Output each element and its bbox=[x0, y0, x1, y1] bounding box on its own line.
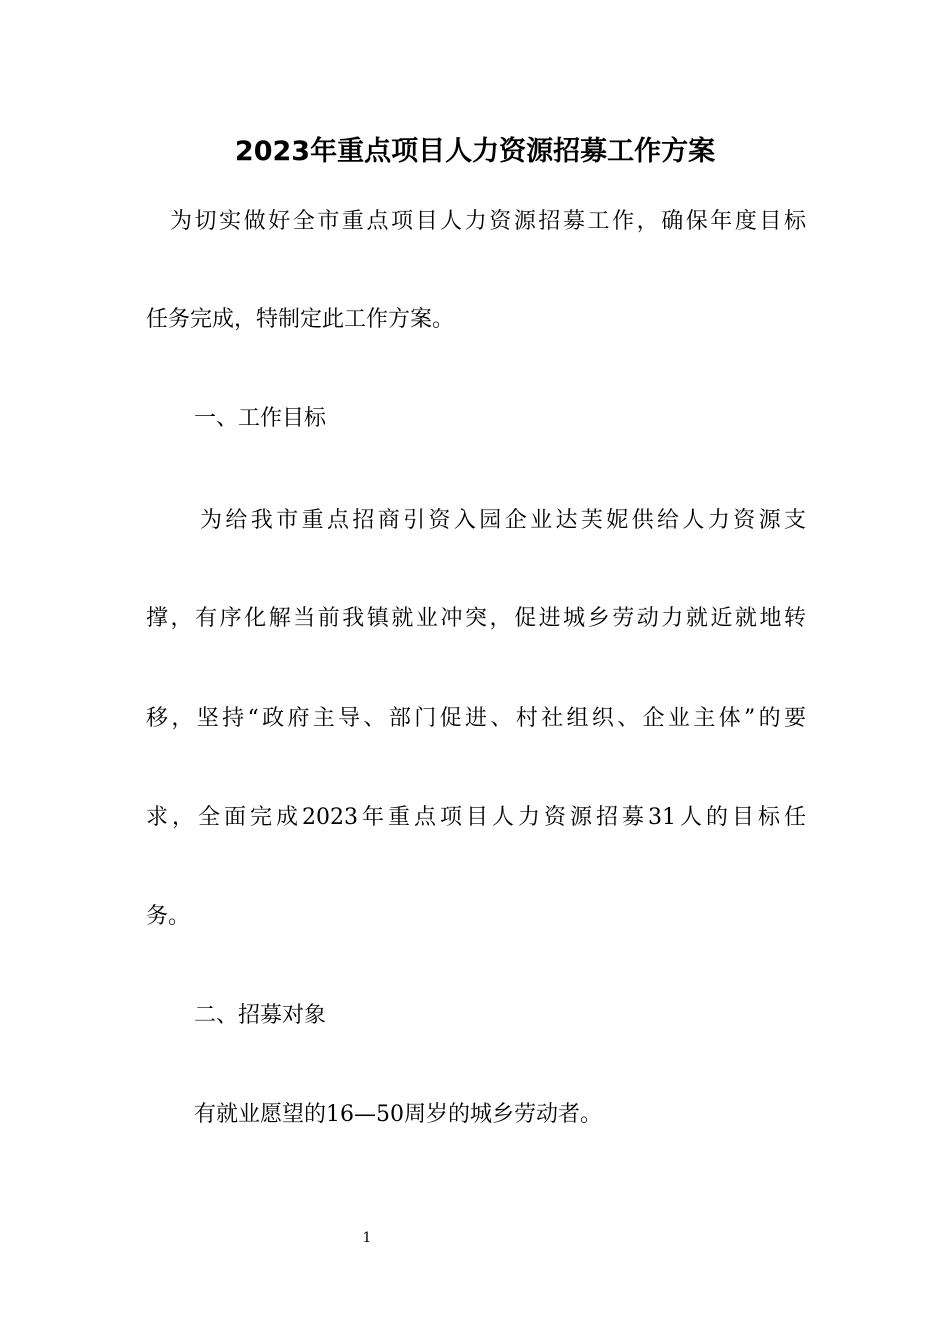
paragraph-line: 移，坚持“政府主导、部门促进、村社组织、企业主体”的要 bbox=[146, 706, 806, 731]
section-heading: 一、工作目标 bbox=[194, 406, 327, 431]
paragraph-line: 撑，有序化解当前我镇就业冲突，促进城乡劳动力就近就地转 bbox=[146, 606, 806, 631]
paragraph-line: 务。 bbox=[146, 904, 191, 929]
paragraph-line: 任务完成，特制定此工作方案。 bbox=[146, 307, 455, 332]
section-heading: 二、招募对象 bbox=[194, 1003, 327, 1028]
paragraph-line: 求，全面完成2023年重点项目人力资源招募31人的目标任 bbox=[146, 805, 806, 830]
paragraph-line: 为切实做好全市重点项目人力资源招募工作，确保年度目标 bbox=[170, 209, 806, 234]
page-number: 1 bbox=[362, 1230, 372, 1246]
paragraph-line: 为给我市重点招商引资入园企业达芙妮供给人力资源支 bbox=[200, 508, 806, 533]
paragraph-line: 有就业愿望的16—50周岁的城乡劳动者。 bbox=[194, 1102, 602, 1127]
document-title: 2023年重点项目人力资源招募工作方案 bbox=[234, 136, 716, 167]
